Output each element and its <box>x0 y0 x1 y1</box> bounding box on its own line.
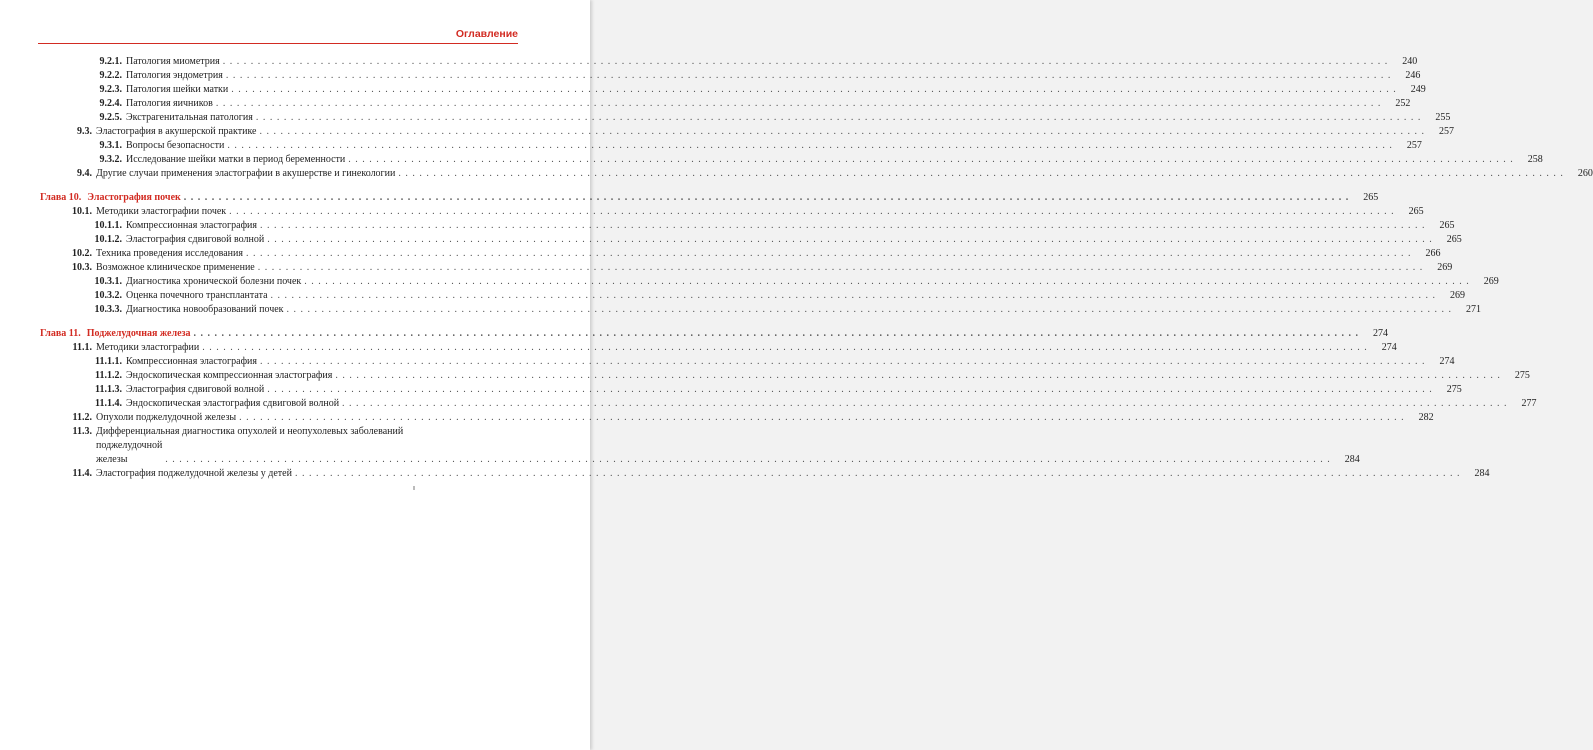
toc-title: Диагностика хронической болезни почек <box>126 276 302 287</box>
toc-title: Техника проведения исследования <box>96 248 243 259</box>
toc-page: 249 <box>1410 84 1426 95</box>
toc-title: Эластография в акушерской практике <box>96 126 257 137</box>
toc-chapter-entry[interactable] <box>40 327 1389 341</box>
leader-dots <box>258 261 1424 275</box>
toc-entry[interactable] <box>40 383 1462 397</box>
toc-page: 274 <box>1439 356 1455 367</box>
toc-entry[interactable] <box>40 275 1499 289</box>
leader-dots <box>267 233 1433 247</box>
leader-dots <box>256 111 1422 125</box>
toc-page: 275 <box>1514 370 1530 381</box>
toc-title: Вопросы безопасности <box>126 140 225 151</box>
leader-dots <box>304 275 1470 289</box>
leader-dots <box>227 139 1393 153</box>
toc-page: 269 <box>1483 276 1499 287</box>
toc-entry[interactable] <box>40 153 1543 167</box>
toc-number: 11.1.2. <box>95 370 122 381</box>
toc-chapter-number: Глава 10. <box>40 192 82 203</box>
toc-page: 265 <box>1446 234 1462 245</box>
toc-entry[interactable] <box>40 139 1422 153</box>
toc-number: 9.2.4. <box>99 98 122 109</box>
toc-page: 274 <box>1373 328 1389 339</box>
toc-number: 9.2.1. <box>99 56 122 67</box>
leader-dots <box>260 125 1426 139</box>
toc-chapter-entry[interactable] <box>40 191 1379 205</box>
leader-dots <box>246 247 1412 261</box>
toc-page: 271 <box>1466 304 1482 315</box>
leader-dots <box>223 55 1389 69</box>
toc-page: 277 <box>1521 398 1537 409</box>
toc-page: 282 <box>1418 412 1434 423</box>
leader-dots <box>398 167 1564 181</box>
toc-number: 9.3.1. <box>99 140 122 151</box>
leader-dots <box>348 153 1514 167</box>
toc-title: Возможное клиническое применение <box>96 262 255 273</box>
toc-page: 266 <box>1425 248 1441 259</box>
toc-title: Патология шейки матки <box>126 84 229 95</box>
toc-entry[interactable] <box>40 397 1537 411</box>
leader-dots <box>226 69 1392 83</box>
toc-entry[interactable] <box>40 303 1482 317</box>
toc-title: Эластография поджелудочной железы у детей <box>96 468 292 479</box>
toc-page: 284 <box>1474 468 1490 479</box>
leader-dots <box>194 327 1360 341</box>
toc-entry-multiline[interactable] <box>40 425 1360 467</box>
toc-page: 246 <box>1405 70 1421 81</box>
leader-dots <box>342 397 1508 411</box>
toc-entry[interactable] <box>40 97 1411 111</box>
leader-dots <box>260 355 1426 369</box>
toc-title: Методики эластографии почек <box>96 206 227 217</box>
toc-entry[interactable] <box>40 341 1397 355</box>
toc-title: Оценка почечного трансплантата <box>126 290 268 301</box>
toc-title: Эластография сдвиговой волной <box>126 384 265 395</box>
table-of-contents <box>40 55 1593 481</box>
toc-title: Компрессионная эластография <box>126 356 258 367</box>
toc-title: Эндоскопическая компрессионная эластография <box>126 370 333 381</box>
toc-entry[interactable] <box>40 219 1455 233</box>
toc-number: 9.4. <box>77 168 92 179</box>
leader-dots <box>267 383 1433 397</box>
toc-chapter-number: Глава 11. <box>40 328 81 339</box>
toc-page: 258 <box>1527 154 1543 165</box>
toc-entry[interactable] <box>40 289 1466 303</box>
toc-entry[interactable] <box>40 247 1441 261</box>
toc-page: 257 <box>1439 126 1454 137</box>
toc-page: 252 <box>1395 98 1411 109</box>
toc-title: Опухоли поджелудочной железы <box>96 412 237 423</box>
toc-number: 11.3. <box>72 426 92 437</box>
leader-dots <box>287 303 1453 317</box>
toc-entry[interactable] <box>40 125 1454 139</box>
toc-number: 9.3.2. <box>99 154 122 165</box>
leader-dots <box>239 411 1405 425</box>
paper-speck <box>413 486 415 490</box>
toc-number: 11.2. <box>72 412 92 423</box>
toc-number: 9.2.3. <box>99 84 122 95</box>
leader-dots <box>229 205 1395 219</box>
section-gap <box>40 317 516 323</box>
leader-dots <box>184 191 1350 205</box>
toc-number: 11.1. <box>72 342 92 353</box>
toc-page: 265 <box>1363 192 1379 203</box>
toc-title: Компрессионная эластография <box>126 220 258 231</box>
toc-page: 265 <box>1408 206 1424 217</box>
toc-title: Эндоскопическая эластография сдвиговой волной <box>126 398 340 409</box>
toc-chapter-title: Поджелудочная железа <box>86 328 191 339</box>
toc-page: 274 <box>1381 342 1397 353</box>
toc-number: 10.1. <box>72 206 92 217</box>
toc-page: 260 <box>1577 168 1593 179</box>
toc-page: 284 <box>1344 454 1360 465</box>
leader-dots <box>216 97 1382 111</box>
toc-title-continuation-row <box>96 439 1360 467</box>
toc-title: Патология яичников <box>126 98 213 109</box>
toc-page: 269 <box>1437 262 1453 273</box>
leader-dots <box>231 83 1397 97</box>
toc-number: 11.4. <box>72 468 92 479</box>
toc-entry[interactable] <box>40 83 1426 97</box>
toc-entry[interactable] <box>40 261 1453 275</box>
toc-number: 9.2.5. <box>99 112 122 123</box>
toc-title-continuation: поджелудочной железы <box>96 440 163 465</box>
toc-title-block <box>92 425 1360 467</box>
running-head: Оглавление <box>455 28 518 40</box>
toc-entry[interactable] <box>40 411 1434 425</box>
toc-entry[interactable] <box>40 111 1451 125</box>
toc-title: Патология эндометрия <box>126 70 223 81</box>
header-rule <box>38 43 518 44</box>
toc-number: 10.3.1. <box>94 276 122 287</box>
toc-title: Экстрагенитальная патология <box>126 112 253 123</box>
toc-entry[interactable] <box>40 467 1490 481</box>
toc-number: 10.3.3. <box>94 304 122 315</box>
toc-number: 10.3. <box>72 262 92 273</box>
toc-number: 10.1.1. <box>94 220 122 231</box>
toc-page: 269 <box>1450 290 1466 301</box>
toc-number: 10.1.2. <box>94 234 122 245</box>
toc-title: Дифференциальная диагностика опухолей и неопухолевых заболеваний <box>96 426 404 437</box>
toc-number: 11.1.4. <box>95 398 122 409</box>
toc-title: Эластография сдвиговой волной <box>126 234 265 245</box>
toc-page: 240 <box>1402 56 1418 67</box>
toc-title: Диагностика новообразований почек <box>126 304 284 315</box>
toc-entry[interactable] <box>40 69 1421 83</box>
toc-page: 255 <box>1435 112 1451 123</box>
toc-entry[interactable] <box>40 233 1462 247</box>
section-gap <box>40 181 516 187</box>
toc-entry[interactable] <box>40 369 1530 383</box>
leader-dots <box>295 467 1461 481</box>
toc-page: 257 <box>1406 140 1422 151</box>
toc-number: 11.1.1. <box>95 356 122 367</box>
toc-number: 9.2.2. <box>99 70 122 81</box>
toc-title: Методики эластографии <box>96 342 200 353</box>
toc-title: Патология миометрия <box>126 56 220 67</box>
toc-chapter-title: Эластография почек <box>87 192 181 203</box>
toc-title: Другие случаи применения эластографии в акушерстве и гинекологии <box>96 168 396 179</box>
toc-number: 9.3. <box>77 126 92 137</box>
leader-dots <box>335 369 1501 383</box>
toc-title: Исследование шейки матки в период беременности <box>126 154 346 165</box>
toc-entry[interactable] <box>40 205 1424 219</box>
toc-page: 265 <box>1439 220 1455 231</box>
toc-entry[interactable] <box>40 167 1593 181</box>
toc-number: 11.1.3. <box>95 384 122 395</box>
leader-dots <box>165 453 1331 467</box>
toc-entry[interactable] <box>40 355 1455 369</box>
toc-number: 10.2. <box>72 248 92 259</box>
toc-page: 275 <box>1446 384 1462 395</box>
leader-dots <box>260 219 1426 233</box>
toc-entry[interactable] <box>40 55 1418 69</box>
leader-dots <box>271 289 1437 303</box>
leader-dots <box>202 341 1368 355</box>
toc-number: 10.3.2. <box>94 290 122 301</box>
